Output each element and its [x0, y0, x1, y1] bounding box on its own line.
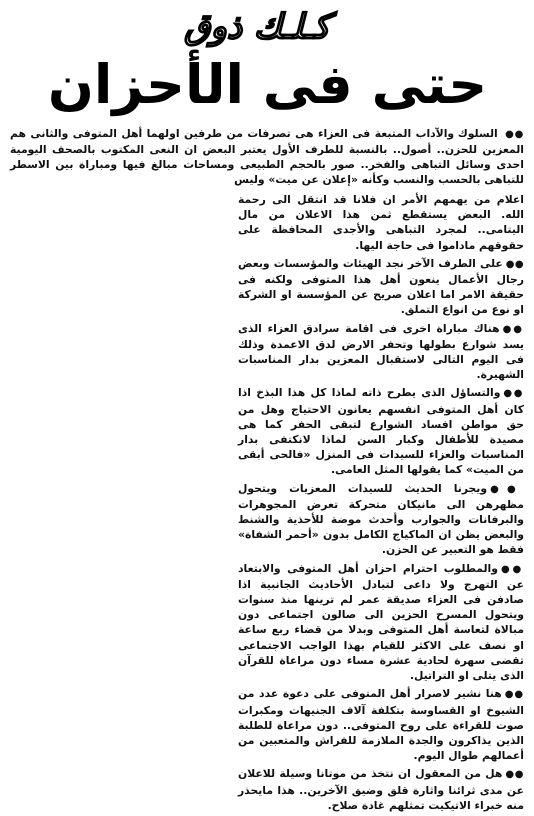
- column-kicker: [92, 4, 422, 50]
- bullet-icon: ●●: [505, 129, 524, 140]
- headline: حتى فى الأحزان: [47, 53, 488, 116]
- article-paragraph: [238, 192, 524, 253]
- article-paragraph: [238, 481, 524, 558]
- paragraph-text: هل من المعقول ان نتخذ من موتانا وسيلة للاعلان عن مدى ثرائنا واثارة قلق وضيق الآخرين.. هذا مايحذر منه خبراء الاتيكيت تمثلهم غادة صلاح.: [238, 767, 524, 812]
- intro-paragraph: [10, 126, 524, 187]
- bullet-icon: ●●: [490, 483, 524, 495]
- paragraph-text: هناك مباراة اخرى فى اقامة سرادق العزاء الذى يسد شوارع بطولها وتحفر الارض لدق الاعمدة وذلك فى اليوم التالى لاستقبال المعزين بدار المناسبات الشهيرة.: [238, 321, 524, 382]
- kicker-text: كـلـك ذوق: [184, 7, 330, 47]
- article-paragraph: [238, 385, 524, 477]
- article-paragraph: [238, 766, 524, 813]
- bullet-icon: ●●: [504, 689, 524, 701]
- article-paragraph: [238, 561, 524, 684]
- paragraph-text: والتساؤل الذى يطرح ذاته لماذا كل هذا البذخ اذا كان أهل المتوفى انفسهم يعانون الاحتياج وهل من حق مواطن افساد الشوارع لتبقى الحفر كما هى مصيدة للأطفال وكبار السن لماذا لانكتفى بدار المناسبات والعزاء للسيدات فى المنزل «فالحى أبقى من الميت» كما يقولها المثل العامى.: [238, 386, 524, 477]
- article-paragraph: [238, 256, 524, 318]
- bullet-icon: ●●: [505, 258, 525, 270]
- bullet-icon: ●●: [505, 769, 524, 781]
- bullet-icon: ●●: [502, 323, 525, 335]
- intro-text: السلوك والآداب المتبعة فى العزاء هى تصرفات من طرفين اولهما أهل المتوفى والثانى هم المعزين للحزن.. أصول.. بالنسبة للطرف الأول يعتبر البعض ان النعى المكتوب بالصحف اليومية احدى وسائل التباهى والفخر.. صور بالحجم الطبيعى ومساحات مبالغ فيها ومباراة بين الاسطر للتباهى بالحسب والنسب وكأنه «إعلان عن ميت» وليس: [10, 127, 524, 186]
- paragraph-text: ويجرنا الحديث للسيدات المعزيات ويتحول مظهرهن الى مانيكان متحركة تعرض المجوهرات والبرفانات والجوارب وأحدث موضة للأحذية والشنط والبعض يظن ان الماكياج الكامل بدون «أحمر الشفاة» فقط هو التعبير عن الحزن.: [238, 481, 524, 557]
- article-paragraph: [238, 686, 524, 763]
- bullet-icon: ●●: [500, 563, 524, 575]
- article-body-column: [238, 192, 524, 816]
- bullet-icon: ●●: [503, 388, 524, 400]
- paragraph-text: اعلام من يهمهم الأمر ان فلانا قد انتقل الى رحمة الله. البعض يستقطع ثمن هذا الاعلان من مال اليتامى.. لمجرد التباهى والأجدى المحافظة على حقوقهم ماداموا فى حاجة اليها.: [238, 193, 524, 252]
- paragraph-text: هنا نشير لاصرار أهل المتوفى على دعوة عدد من الشيوخ او القساوسة بتكلفة آلاف الجنيهات ومكبرات صوت للقراءة على روح المتوفى.. دون مراعاة للطلبة الذين يذاكرون والجدة الملازمة للفراش والمتعبين من أعمالهم طوال اليوم.: [238, 687, 524, 763]
- paragraph-text: على الطرف الآخر نجد الهيئات والمؤسسات وبعض رجال الأعمال ينعون أهل هذا المتوفى ولكنه فى حقيقة الامر اما اعلان صريح عن المؤسسة او الشركة او نوع من انواع التملق.: [238, 256, 524, 317]
- paragraph-text: والمطلوب احترام احزان أهل المتوفى والابتعاد عن التهرج ولا داعى لتبادل الأحاديث الجانبية اذا صادفن فى العزاء صديقة عمر لم ترينها منذ سنوات ويتحول المسرح الحزين الى صالون اجتماعى دون مبالاة لتعاسة أهل المتوفى وبدلا من قضاء ربع ساعة او نصف على الاكثر للقيام بهذا الواجب الاجتماعى تقضى سهرة لحادية عشرة مساء دون مراعاة للقرآن الذى يتلى او التراتيل.: [238, 561, 524, 683]
- article-paragraph: [238, 321, 524, 383]
